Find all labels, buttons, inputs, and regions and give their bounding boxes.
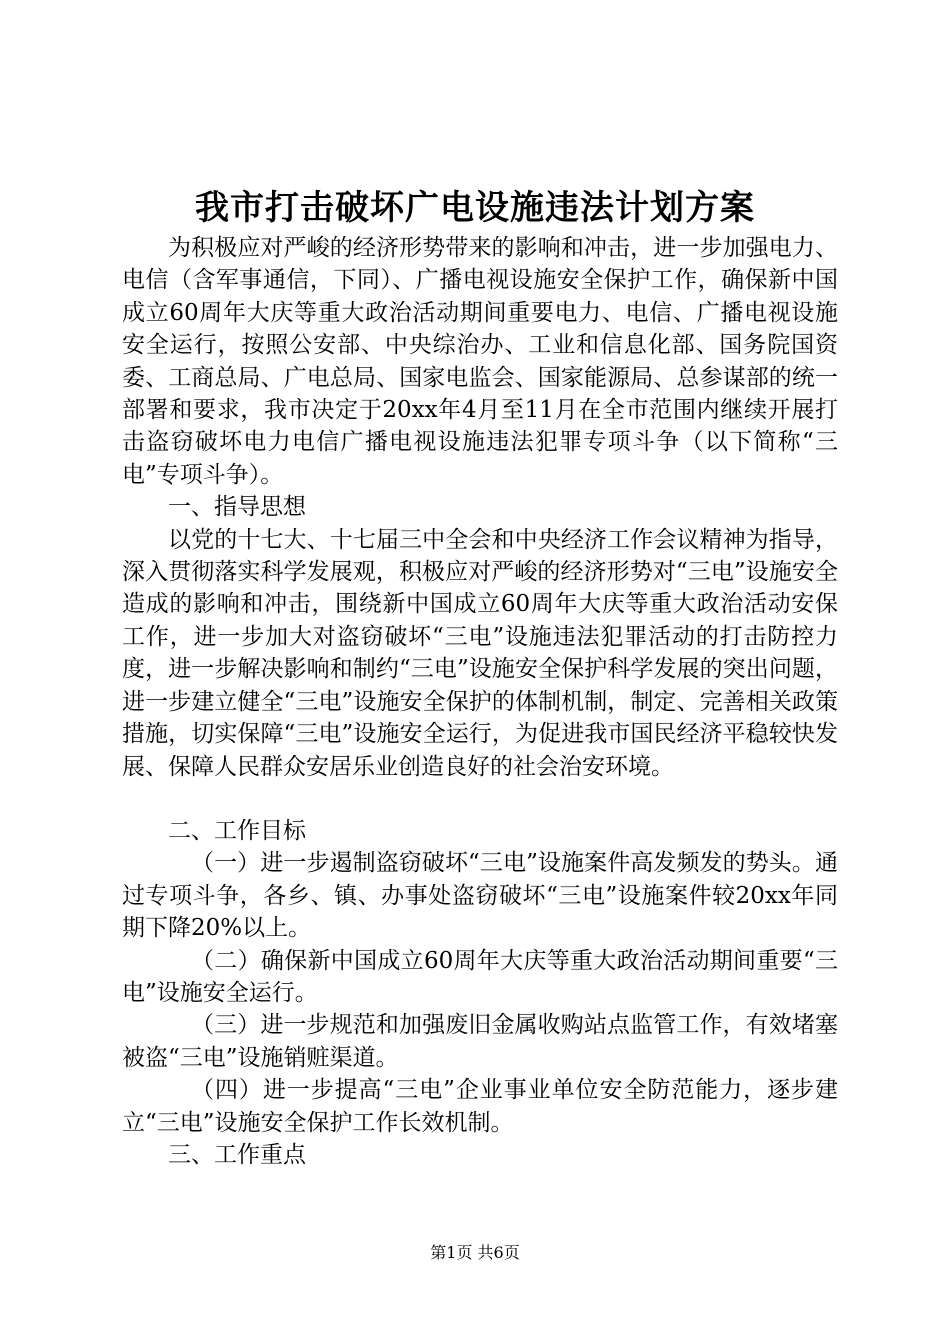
paragraph-spacer <box>122 783 838 815</box>
section-heading-work-focus: 三、工作重点 <box>168 1141 306 1168</box>
intro-paragraph: 为积极应对严峻的经济形势带来的影响和冲击，进一步加强电力、电信（含军事通信，下同）、广播电视设施安全保护工作，确保新中国成立60周年大庆等重大政治活动期间重要电力、电信、广播电视设施安全运行，按照公安部、中央综治办、工业和信息化部、国务院国资委、工商总局、广电总局、国家电监会、国家能源局、总参谋部的统一部署和要求，我市决定于20xx年4月至11月在全市范围内继续开展打击盗窃破坏电力电信广播电视设施违法犯罪专项斗争（以下简称“三电”专项斗争）。 <box>122 235 838 488</box>
goal-item-4: （四）进一步提高“三电”企业事业单位安全防范能力，逐步建立“三电”设施安全保护工作长效机制。 <box>122 1077 838 1136</box>
section-heading-guiding-ideology: 一、指导思想 <box>168 494 306 521</box>
section-heading-work-goals: 二、工作目标 <box>168 817 306 844</box>
guiding-ideology-paragraph: 以党的十七大、十七届三中全会和中央经济工作会议精神为指导，深入贯彻落实科学发展观，积极应对严峻的经济形势对“三电”设施安全造成的影响和冲击，围绕新中国成立60周年大庆等重大政治活动安保工作，进一步加大对盗窃破坏“三电”设施违法犯罪活动的打击防控力度，进一步解决影响和制约“三电”设施安全保护科学发展的突出问题，进一步建立健全“三电”设施安全保护的体制机制，制定、完善相关政策措施，切实保障“三电”设施安全运行，为促进我市国民经济平稳较快发展、保障人民群众安居乐业创造良好的社会治安环境。 <box>122 526 838 780</box>
document-body <box>122 232 838 1171</box>
goal-item-1: （一）进一步遏制盗窃破坏“三电”设施案件高发频发的势头。通过专项斗争，各乡、镇、办事处盗窃破坏“三电”设施案件较20xx年同期下降20%以上。 <box>122 850 838 942</box>
goal-item-3: （三）进一步规范和加强废旧金属收购站点监管工作，有效堵塞被盗“三电”设施销赃渠道。 <box>122 1012 838 1071</box>
document-title: 我市打击破坏广电设施违法计划方案 <box>195 188 755 228</box>
goal-item-2: （二）确保新中国成立60周年大庆等重大政治活动期间重要“三电”设施安全运行。 <box>122 947 838 1006</box>
page-number-footer: 第1页 共6页 <box>430 1243 520 1262</box>
